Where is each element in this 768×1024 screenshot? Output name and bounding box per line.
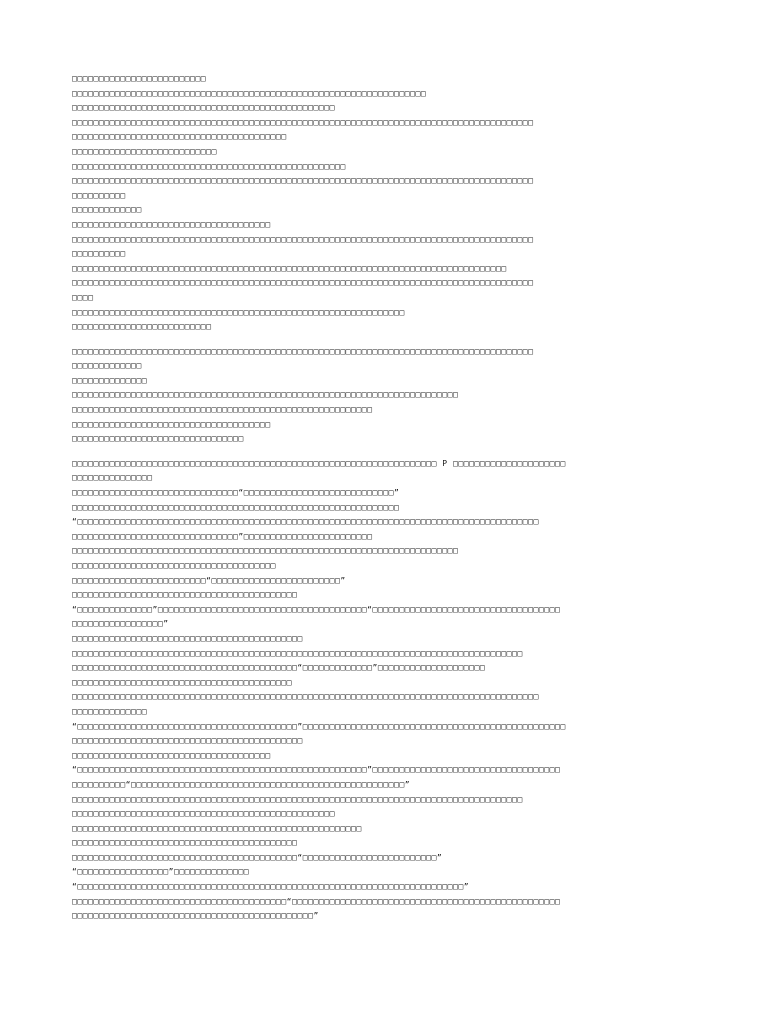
paragraph-gap [72,447,712,457]
text-line: □□□□□□□□□□□□□□ [72,706,148,716]
text-line: □□□□□□□□□□□□□□□□□□□□□□□□□□□□□□□□□□□□□□□□□□□□□□□□□□□□□□□□□□□□□□□□□□□□□□□□ [72,390,459,400]
text-line: □□□□□□□□□□□□□□□□□□□□□□□□□□□□□□□□□□□□□□ [72,561,276,570]
text-line: □□□□□□□□□□□□□□□□□” [72,619,169,629]
paragraph [72,457,712,924]
text-line: □□□□□□□□□□“□□□□□□□□□□□□□□□□□□□□□□□□□□□□□□□□□□□□□□□□□□□□□□□□□□□” [72,779,411,789]
text-line: □□□□□□□□□□□□□□□□□□□□□□□□□□□□□□□□□□□□□□□□□□□□□□□□□□□□□□□□□□□□□□□□□□□□□□□□□□□□□□□□□□□□ [72,648,523,658]
text-line: “□□□□□□□□□□□□□□□□□□□□□□□□□□□□□□□□□□□□□□□□□□□□□□□□□□□□□□□□□□□□□□□□□□□□□□□□□□□□□□□□□□□□□□ [72,517,539,527]
text-line: □□□□□□□□□□□□□□□□□□□□□□□□□□□□□□□□□□□□□□□□□□□□□□□□□□□□□□□□□□□□□□ [72,307,405,317]
text-line: □□□□□□□□□□□□□□□□□□□□□□□□□□□□□□□□□□□□□□□□ [72,132,287,142]
text-line: □□□□□□□□□□□□□□□□□□□□□□□□□□□□□□□□□□□□□□□□□□□ [72,633,303,643]
paragraph [72,72,712,335]
text-line: □□□□□□□□□□□□□□ [72,375,148,385]
text-line: □□□□□□□□□□□□□□□□□□□□□□□□□□□□□□□□□□□□□□□□□□□□□□□□□□□ [72,161,346,171]
text-line: “□□□□□□□□□□□□□□□□□□□□□□□□□□□□□□□□□□□□□□□□□□□□□□□□□□□□□□□□□□□□□□□□□□□□□□□□” [72,882,470,892]
text-line: □□□□□□□□□□□□□□□□□□□□□□□□□□□□□□□□□□□□□□□□□□□□□□□□□□□□□□□□□□□□□□□□□□□□□□□□□□□□□□□□□□□□□□□ [72,692,539,702]
text-line: “□□□□□□□□□□□□□□□□□□□□□□□□□□□□□□□□□□□□□□□□□”□□□□□□□□□□□□□□□□□□□□□□□□□□□□□□□□□□□□□□□□□□□□□□□□□ [72,721,566,731]
text-line: □□□□□□□□□□□□□□□□□□□□□□□□□“□□□□□□□□□□□□□□□□□□□□□□□□” [72,575,346,585]
text-line: □□□□□□□□□□□□□□□□□□□□□□□□□□□□□□□□□□□□□□□□□□□□□□□□□□□□□□□□□□□□□□□□□□□□□□□□ [72,546,459,556]
text-line: □□□□□□□□□□□□□□□□□□□□□□□□□□□□□□□□□□□□□□□□□□□□□□□□□□□□□□□□□□□□□□□□□□□□□□□□□□□□□□□□□□□□□□ [72,176,534,186]
text-line: □□□□□□□□□□□□□□□ [72,473,153,483]
text-line: □□□□□□□□□□□□□□□□□□□□□□□□□□□□□□□□□□□□□□□□□□□□□□□□□□□□□□□□□□□□□□□□□□□□□□□□□□□□□□□□□□□□□□ [72,278,534,288]
text-line: □□□□□□□□□□□□□□□□□□□□□□□□□□□□□□□□□□□□□□□□□□□□□□□□□□□□□□ [72,823,362,833]
text-line: □□□□□□□□□□□□□□□□□□□□□□□□□□□□□□□□□□□□□ [72,750,271,760]
text-line: □□□□□□□□□□□□□□□□□□□□□□□□□□□□□□□□□□□□□□□□□□□□□□□□□□□□□□□□ [72,405,373,415]
text-line: □□□□□□□□□□□□□□□□□□□□□□□□□□□□□□□□□□□□□□□□“□□□□□□□□□□□□□□□□□□□□□□□□□□□□□□□□□□□□□□□□□□□□□□□□□□ [72,896,561,906]
paragraph-gap [72,335,712,345]
text-line: □□□□□□□□□□□□□□□□□□□□□□□□□□□□□□□□□□□□□ [72,419,271,429]
text-line: □□□□□□□□□□□□□□□□□□□□□□□□□□□□□□□□□□□□□□□□□□□□□□□□□□□□□□□□□□□□□□□□□□□□□□□□□□□□□□□□□□□□□□ [72,117,534,127]
text-line: □□□□□□□□□□ [72,249,126,259]
paragraph [72,345,712,447]
text-line: □□□□□□□□□□□□□□□□□□□□□□□□□□□□□□□□□□□□□□□□□□ [72,838,298,848]
text-line: □□□□□□□□□□□□□□□□□□□□□□□□□□□□□□□□□□□□□□□□□□□□□□□□□□□□□□□□□□□□□□□□□□ [72,88,427,98]
text-line: □□□□□□□□□□□□□□□□□□□□□□□□□□□□□□□□□□□□□□□□□ [72,677,293,687]
text-line: “□□□□□□□□□□□□□□□□□□□□□□□□□□□□□□□□□□□□□□□□□□□□□□□□□□□□□□”□□□□□□□□□□□□□□□□□□□□□□□□□□□□□□□□□□□ [72,765,561,775]
text-line: □□□□□□□□□□□□□ [72,205,142,215]
document-page [72,72,712,924]
text-line: □□□□□□□□□□□□□□□□□□□□□□□□□ [72,74,207,83]
text-line: □□□□□□□□□□□□□□□□□□□□□□□□□□□□□□□□□□□□□□□□□□□□□□□□□□□□□□□□□□□□□□□□□□□□□□□□□□□□□□□□□□□□□□ [72,346,534,356]
text-line: □□□□□□□□□□□□□□□□□□□□□□□□□□□□□□□□□□□□□□□□□□□□□” [72,911,319,921]
text-line: □□□□□□□□□□□□□□□□□□□□□□□□□□□ [72,146,217,156]
text-line: □□□□□□□□□□□□□□□□□□□□□□□□□□□□□□□□□□□□□□□□□□ [72,590,298,600]
text-line: “□□□□□□□□□□□□□□□□□”□□□□□□□□□□□□□□ [72,867,250,877]
text-line: □□□□□□□□□□□□□□□□□□□□□□□□□□□□□□□□□□□□□□□□□□□□□□□□□□□□□□□□□□□□□ [72,502,400,512]
text-line: □□□□□□□□□□□□□□□□□□□□□□□□□□□□□□□□ [72,434,244,444]
text-line: □□□□□□□□□□□□□□□□□□□□□□□□□□□□□□□□□□□□□□□□□□□□□□□□□□□□□□□□□□□□□□□□□□□□□□□□□□□□□□□□□□□□□□ [72,234,534,244]
text-line: “□□□□□□□□□□□□□□”□□□□□□□□□□□□□□□□□□□□□□□□□□□□□□□□□□□□□□□“□□□□□□□□□□□□□□□□□□□□□□□□□□□□□□□□□□□ [72,604,561,614]
text-line: □□□□□□□□□□ [72,190,126,200]
text-line: □□□□□□□□□□□□□□□□□□□□□□□□□□ [72,322,212,332]
text-line: □□□□□□□□□□□□□□□□□□□□□□□□□□□□□□□□□□□□□□□□□□□□□□□□□□□□□□□□□□□□□□□□□□□□□□□□□□□□□□□□□ [72,263,507,273]
text-line: □□□□□□□□□□□□□□□□□□□□□□□□□□□□□□□□□□□□□□□□□□□□□□□□□□□□□□□□□□□□□□□□□□□□ P □□□□□□□□□□□□□□□□□□□□□ [72,458,566,468]
text-line: □□□□□□□□□□□□□ [72,361,142,371]
text-line: □□□□□□□□□□□□□□□□□□□□□□□□□□□□□□□□□□□□□□□□□□“□□□□□□□□□□□□□”□□□□□□□□□□□□□□□□□□□□ [72,663,486,673]
text-line: □□□□□□□□□□□□□□□□□□□□□□□□□□□□□□□□□□□□□ [72,219,271,229]
text-line: □□□□□□□□□□□□□□□□□□□□□□□□□□□□□□□□□□□□□□□□□□□□□□□□□ [72,103,335,113]
text-line: □□□□□□□□□□□□□□□□□□□□□□□□□□□□□□□□□□□□□□□□□□“□□□□□□□□□□□□□□□□□□□□□□□□□” [72,852,443,862]
text-line: □□□□□□□□□□□□□□□□□□□□□□□□□□□□□□□□□□□□□□□□□□□ [72,736,303,746]
text-line: □□□□□□□□□□□□□□□□□□□□□□□□□□□□□□□□□□□□□□□□□□□□□□□□□□□□□□□□□□□□□□□□□□□□□□□□□□□□□□□□□□□□ [72,794,523,804]
text-line: □□□□□□□□□□□□□□□□□□□□□□□□□□□□□□□“□□□□□□□□□□□□□□□□□□□□□□□□□□□□” [72,488,400,498]
text-line: □□□□□□□□□□□□□□□□□□□□□□□□□□□□□□□□□□□□□□□□□□□□□□□□□ [72,809,335,819]
text-line: □□□□□□□□□□□□□□□□□□□□□□□□□□□□□□□”□□□□□□□□□□□□□□□□□□□□□□□□ [72,531,373,541]
text-line: □□□□ [72,292,94,302]
